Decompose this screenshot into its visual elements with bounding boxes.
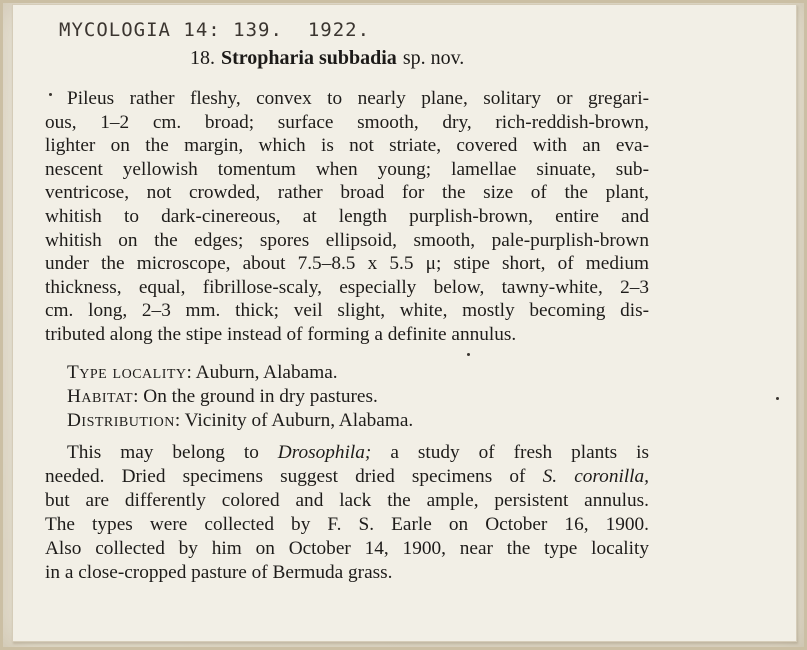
remarks-line: Also collected by him on October 14, 1900, near the type locality bbox=[45, 538, 649, 559]
description-line: thickness, equal, fibrillose-scaly, especially below, tawny-white, 2–3 bbox=[45, 276, 649, 298]
description-line: ventricose, not crowded, rather broad for the size of the plant, bbox=[45, 182, 649, 204]
description-line: whitish to dark-cinereous, at length purplish-brown, entire and bbox=[45, 205, 649, 227]
page-number: 139. bbox=[233, 19, 283, 41]
description-line: tributed along the stipe instead of forming a definite annulus. bbox=[45, 323, 517, 345]
remarks-line: The types were collected by F. S. Earle on October 16, 1900. bbox=[45, 514, 649, 535]
remarks-line: but are differently colored and lack the ample, persistent annulus. bbox=[45, 490, 649, 511]
genus-name: Drosophila; bbox=[277, 442, 372, 463]
year: 1922. bbox=[307, 19, 371, 41]
type-locality-field: Type locality: Auburn, Alabama. bbox=[67, 362, 338, 383]
description-line: nescent yellowish tomentum when young; lamellae sinuate, sub- bbox=[45, 158, 649, 180]
description-line: ous, 1–2 cm. broad; surface smooth, dry, rich-reddish-brown, bbox=[45, 111, 649, 133]
field-value: Vicinity of Auburn, Alabama. bbox=[184, 410, 414, 431]
description-line: lighter on the margin, which is not striate, covered with an eva- bbox=[45, 135, 649, 157]
species-reference: S. coronilla, bbox=[542, 466, 649, 487]
citation-header bbox=[59, 19, 370, 41]
journal-ref: MYCOLOGIA 14: bbox=[59, 19, 221, 41]
field-label: Type locality bbox=[67, 362, 187, 383]
field-value: On the ground in dry pastures. bbox=[143, 386, 378, 407]
species-suffix: sp. nov. bbox=[402, 47, 465, 69]
description-line: Pileus rather fleshy, convex to nearly plane, solitary or gregari- bbox=[67, 88, 649, 109]
remarks-text: needed. Dried specimens suggest dried specimens of bbox=[45, 466, 543, 487]
species-number: 18. bbox=[190, 47, 215, 69]
paper-speck bbox=[776, 397, 779, 400]
description-line: cm. long, 2–3 mm. thick; veil slight, white, mostly becoming dis- bbox=[45, 300, 649, 322]
description-line: whitish on the edges; spores ellipsoid, smooth, pale-purplish-brown bbox=[45, 229, 649, 251]
specimen-fields bbox=[67, 361, 413, 433]
distribution-field: Distribution: Vicinity of Auburn, Alabama. bbox=[67, 410, 414, 431]
field-label: Habitat bbox=[67, 386, 134, 407]
paper-speck bbox=[49, 93, 52, 96]
description-line: under the microscope, about 7.5–8.5 x 5.5 μ; stipe short, of medium bbox=[45, 253, 649, 275]
remarks-line bbox=[45, 441, 649, 465]
remarks-text: This may belong to bbox=[67, 442, 278, 463]
remarks-text: a study of fresh plants is bbox=[371, 442, 649, 463]
remarks-paragraph bbox=[45, 441, 649, 585]
remarks-line bbox=[45, 465, 649, 489]
paper-speck bbox=[467, 353, 470, 356]
field-label: Distribution bbox=[67, 410, 175, 431]
description-paragraph bbox=[45, 87, 649, 347]
field-value: Auburn, Alabama. bbox=[195, 362, 338, 383]
paper-clipping bbox=[12, 4, 797, 642]
species-title bbox=[190, 47, 464, 70]
species-name: Stropharia subbadia bbox=[221, 47, 397, 69]
remarks-line: in a close-cropped pasture of Bermuda grass. bbox=[45, 562, 393, 583]
habitat-field: Habitat: On the ground in dry pastures. bbox=[67, 386, 378, 407]
